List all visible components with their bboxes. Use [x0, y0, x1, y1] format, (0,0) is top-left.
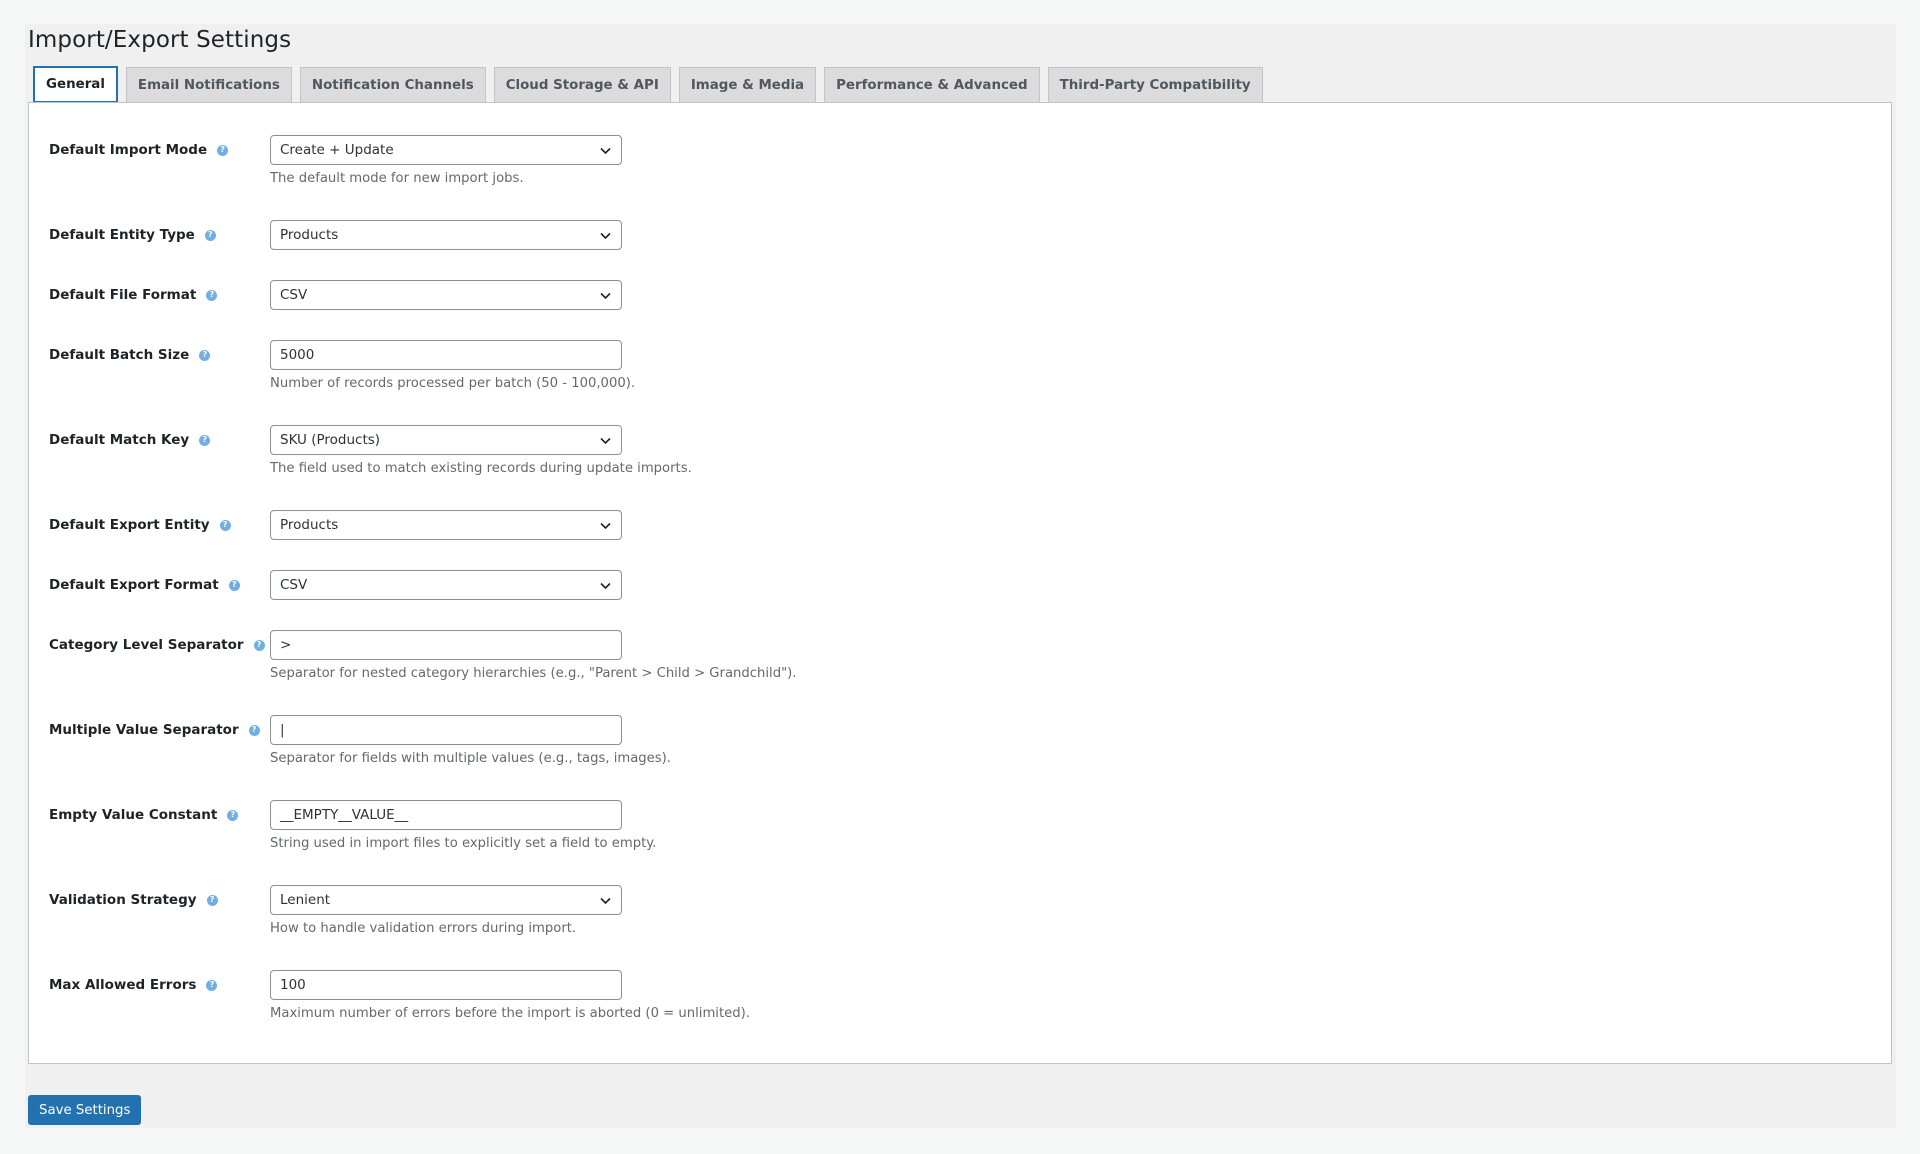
export-format-value: CSV [280, 577, 308, 593]
export-format-select[interactable] [270, 570, 622, 600]
multi-value-separator-description: Separator for fields with multiple values (e.g., tags, images). [270, 751, 671, 766]
page-title: Import/Export Settings [28, 27, 292, 53]
match-key-description: The field used to match existing records during update imports. [270, 461, 692, 476]
export-entity-label: Default Export Entity [49, 517, 210, 533]
tab-performance-advanced[interactable]: Performance & Advanced [824, 67, 1040, 102]
match-key-label: Default Match Key [49, 432, 190, 448]
help-icon[interactable]: ? [227, 810, 238, 821]
category-separator-label: Category Level Separator [49, 637, 244, 653]
entity-type-select[interactable] [270, 220, 622, 250]
match-key-value: SKU (Products) [280, 432, 381, 448]
field-label [49, 287, 217, 303]
empty-value-constant-label: Empty Value Constant [49, 807, 218, 823]
help-icon[interactable]: ? [229, 580, 240, 591]
batch-size-description: Number of records processed per batch (50 - 100,000). [270, 376, 636, 391]
tab-bar [33, 67, 1263, 103]
file-format-value: CSV [280, 287, 308, 303]
tab-third-party-compatibility[interactable]: Third-Party Compatibility [1048, 67, 1263, 102]
import-mode-value: Create + Update [280, 142, 394, 158]
help-icon[interactable]: ? [199, 435, 210, 446]
tab-image-media[interactable]: Image & Media [679, 67, 816, 102]
max-errors-input[interactable] [270, 970, 622, 1000]
chevron-down-icon [599, 229, 612, 242]
settings-panel [28, 102, 1892, 1064]
empty-value-constant-value: __EMPTY__VALUE__ [280, 807, 409, 823]
max-errors-description: Maximum number of errors before the import is aborted (0 = unlimited). [270, 1006, 750, 1021]
help-icon[interactable]: ? [220, 520, 231, 531]
validation-strategy-description: How to handle validation errors during import. [270, 921, 577, 936]
category-separator-value: > [280, 637, 292, 653]
chevron-down-icon [599, 434, 612, 447]
empty-value-constant-input[interactable] [270, 800, 622, 830]
help-icon[interactable]: ? [217, 145, 228, 156]
entity-type-value: Products [280, 227, 339, 243]
field-label [49, 432, 210, 448]
field-label [49, 517, 231, 533]
category-separator-input[interactable] [270, 630, 622, 660]
import-mode-select[interactable] [270, 135, 622, 165]
field-label [49, 892, 218, 908]
import-mode-label: Default Import Mode [49, 142, 208, 158]
save-settings-button[interactable]: Save Settings [28, 1095, 141, 1125]
help-icon[interactable]: ? [199, 350, 210, 361]
entity-type-label: Default Entity Type [49, 227, 195, 243]
help-icon[interactable]: ? [207, 895, 218, 906]
multi-value-separator-input[interactable] [270, 715, 622, 745]
max-errors-label: Max Allowed Errors [49, 977, 197, 993]
chevron-down-icon [599, 579, 612, 592]
field-label [49, 977, 217, 993]
export-entity-value: Products [280, 517, 339, 533]
multi-value-separator-value: | [280, 722, 285, 738]
file-format-label: Default File Format [49, 287, 197, 303]
help-icon[interactable]: ? [206, 980, 217, 991]
settings-page [25, 24, 1896, 1128]
help-icon[interactable]: ? [254, 640, 265, 651]
category-separator-description: Separator for nested category hierarchies (e.g., "Parent > Child > Grandchild"). [270, 666, 797, 681]
chevron-down-icon [599, 894, 612, 907]
chevron-down-icon [599, 289, 612, 302]
empty-value-constant-description: String used in import files to explicitly set a field to empty. [270, 836, 657, 851]
tab-email-notifications[interactable]: Email Notifications [126, 67, 292, 102]
batch-size-value: 5000 [280, 347, 315, 363]
batch-size-label: Default Batch Size [49, 347, 190, 363]
export-format-label: Default Export Format [49, 577, 219, 593]
field-label [49, 142, 228, 158]
batch-size-input[interactable] [270, 340, 622, 370]
export-entity-select[interactable] [270, 510, 622, 540]
validation-strategy-select[interactable] [270, 885, 622, 915]
chevron-down-icon [599, 144, 612, 157]
field-label [49, 637, 265, 653]
tab-cloud-storage-api[interactable]: Cloud Storage & API [494, 67, 671, 102]
field-label [49, 577, 240, 593]
chevron-down-icon [599, 519, 612, 532]
match-key-select[interactable] [270, 425, 622, 455]
field-label [49, 722, 260, 738]
field-label [49, 347, 210, 363]
field-label [49, 227, 216, 243]
help-icon[interactable]: ? [249, 725, 260, 736]
help-icon[interactable]: ? [206, 290, 217, 301]
max-errors-value: 100 [280, 977, 306, 993]
validation-strategy-label: Validation Strategy [49, 892, 197, 908]
tab-notification-channels[interactable]: Notification Channels [300, 67, 486, 102]
field-label [49, 807, 238, 823]
multi-value-separator-label: Multiple Value Separator [49, 722, 239, 738]
import-mode-description: The default mode for new import jobs. [270, 171, 524, 186]
help-icon[interactable]: ? [205, 230, 216, 241]
tab-general[interactable]: General [33, 66, 118, 103]
validation-strategy-value: Lenient [280, 892, 331, 908]
file-format-select[interactable] [270, 280, 622, 310]
